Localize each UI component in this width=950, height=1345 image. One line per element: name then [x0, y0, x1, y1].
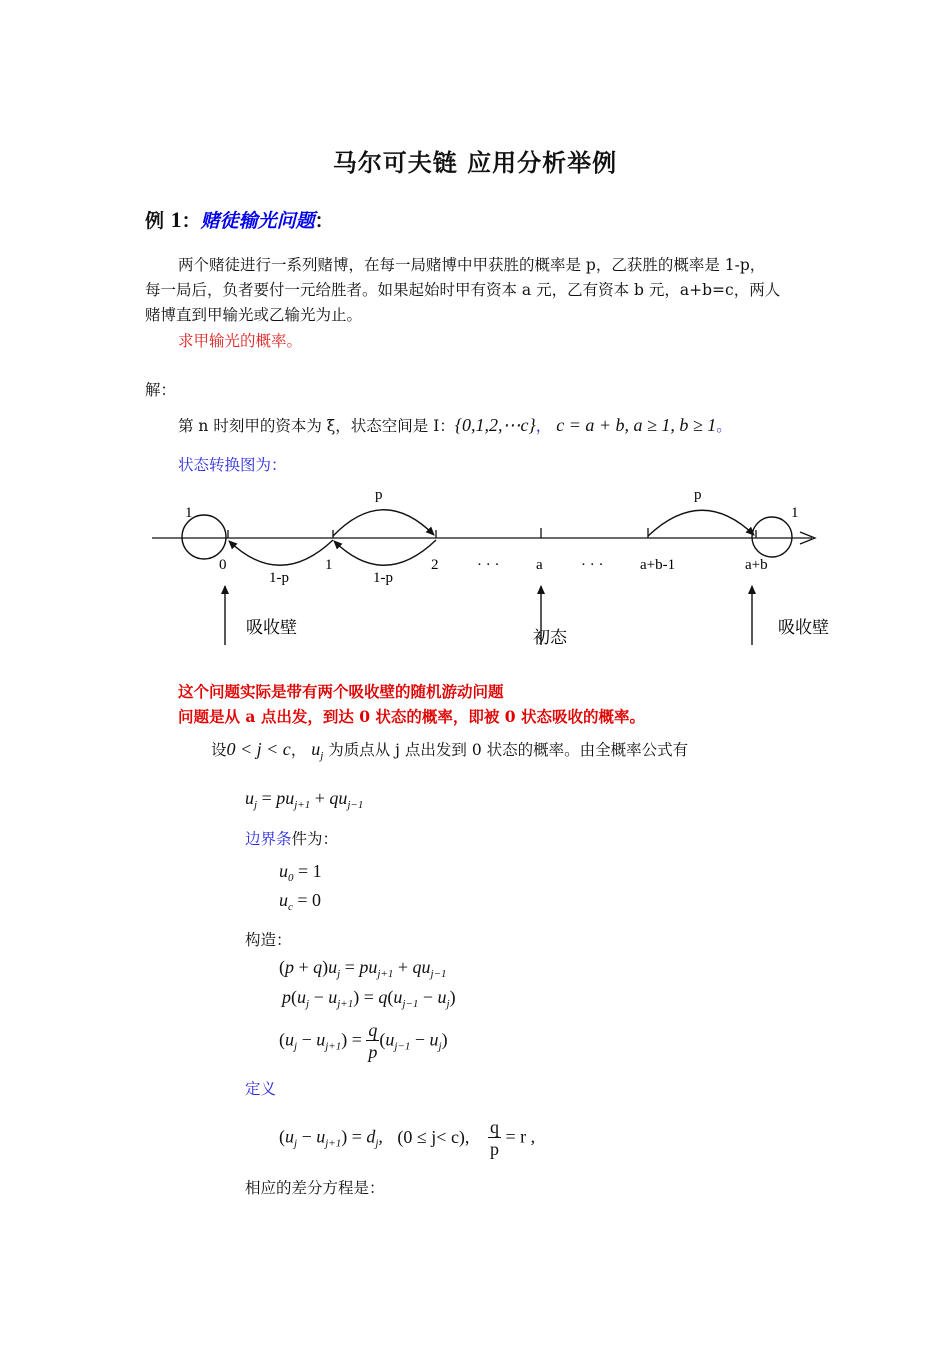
- example-name: 赌徒输光问题: [200, 210, 315, 232]
- state-sep: ，: [535, 417, 552, 435]
- arc-a-b-1-to-a-b: [648, 510, 754, 536]
- absorbing-wall-right: 吸收壁: [778, 618, 829, 637]
- up-prob-1: p: [375, 487, 383, 503]
- setup-prefix: 设: [211, 741, 227, 759]
- self-loop-0: [182, 515, 226, 559]
- boundary-label-rest: 件为：: [291, 830, 339, 848]
- state-dots-2: · · ·: [581, 557, 604, 573]
- diagram-label: 状态转换图为：: [178, 456, 287, 474]
- loop-prob-left: 1: [185, 505, 193, 521]
- state-space-prefix: 第 n 时刻甲的资本为 ξ，状态空间是 I：: [178, 417, 455, 435]
- boundary-label: [245, 828, 338, 850]
- state-label-a: a: [536, 557, 543, 573]
- equation-construct-1: $(p + q)u_j = pu_{j+1} + qu_{j-1}$: [279, 957, 447, 980]
- state-label-a-b-1: a+b-1: [640, 557, 676, 573]
- example-colon: ：: [181, 210, 201, 232]
- state-set: {0,1,2,⋯c}: [454, 415, 536, 435]
- self-loop-a-b: [752, 517, 792, 557]
- construct-label: 构造：: [245, 931, 292, 949]
- state-end: 。: [716, 417, 732, 435]
- problem-line-1: 两个赌徒进行一系列赌博，在每一局赌博中甲获胜的概率是 p，乙获胜的概率是 1-p，: [178, 256, 766, 274]
- arc-2-to-1: [334, 540, 436, 565]
- state-label-2: 2: [431, 557, 439, 573]
- state-label-1: 1: [325, 557, 333, 573]
- difference-equation-label: 相应的差分方程是：: [245, 1179, 385, 1197]
- loop-prob-right: 1: [791, 505, 799, 521]
- problem-line-3: 赌博直到甲输光或乙输光为止。: [145, 306, 363, 324]
- equation-construct-2: $p(u_j - u_{j+1}) = q(u_{j-1} - u_j)$: [282, 987, 456, 1010]
- define-range: (0 ≤ j< c),: [397, 1126, 470, 1147]
- state-label-0: 0: [219, 557, 227, 573]
- state-label-a-b: a+b: [745, 557, 768, 573]
- page-title: 马尔可夫链 应用分析举例: [332, 148, 618, 177]
- define-label: 定义: [245, 1080, 277, 1098]
- note-absorption: 问题是从 a 点出发，到达 0 状态的概率，即被 0 状态吸收的概率。: [178, 707, 645, 726]
- boundary-uc-value: 0: [312, 890, 322, 910]
- up-prob-2: p: [694, 487, 702, 503]
- arc-1-to-0: [229, 540, 333, 565]
- arc-1-to-2: [333, 510, 434, 536]
- setup-u-j: $u_j$: [311, 739, 324, 762]
- boundary-u0: $u_0 = 1$: [279, 861, 322, 884]
- example-label: 例: [145, 210, 165, 232]
- note-random-walk: 这个问题实际是带有两个吸收壁的随机游动问题: [178, 682, 504, 701]
- problem-line-2: 每一局后，负者要付一元给胜者。如果起始时甲有资本 a 元，乙有资本 b 元，a+b=c，两人: [145, 281, 781, 299]
- absorbing-wall-left: 吸收壁: [246, 618, 297, 637]
- boundary-u0-value: 1: [312, 861, 322, 881]
- state-condition: c = a + b, a ≥ 1, b ≥ 1: [556, 415, 717, 435]
- problem-question: 求甲输光的概率。: [178, 332, 303, 350]
- example-colon-2: ：: [314, 210, 334, 232]
- boundary-uc: $u_c = 0$: [279, 890, 322, 913]
- equation-construct-3: $(u_j - u_{j+1})$ = $\frac{q}{p}$ $(u_{j-1} - u_j)$: [279, 1020, 448, 1062]
- equation-define: $(u_j - u_{j+1}) = d_j$, (0 ≤ j< c), $\frac{q}{p}$ = r ,: [279, 1117, 536, 1159]
- down-prob-2: 1-p: [373, 570, 393, 586]
- setup-condition: 0 < j < c: [226, 739, 291, 759]
- solution-label: 解：: [145, 381, 177, 399]
- initial-state-label: 初态: [533, 628, 567, 647]
- down-prob-1: 1-p: [269, 570, 289, 586]
- equation-total-probability: $u_j = pu_{j+1} + qu_{j-1}$: [245, 788, 364, 811]
- example-number: 1: [170, 207, 182, 232]
- setup-description: 为质点从 j 点出发到 0 状态的概率。由全概率公式有: [328, 741, 689, 759]
- state-dots-1: · · ·: [477, 557, 500, 573]
- boundary-label-blue: 边界条: [245, 830, 292, 848]
- setup-line: 设0 < j < c， $u_j$ 为质点从 j 点出发到 0 状态的概率。由全概率公式有: [211, 739, 689, 762]
